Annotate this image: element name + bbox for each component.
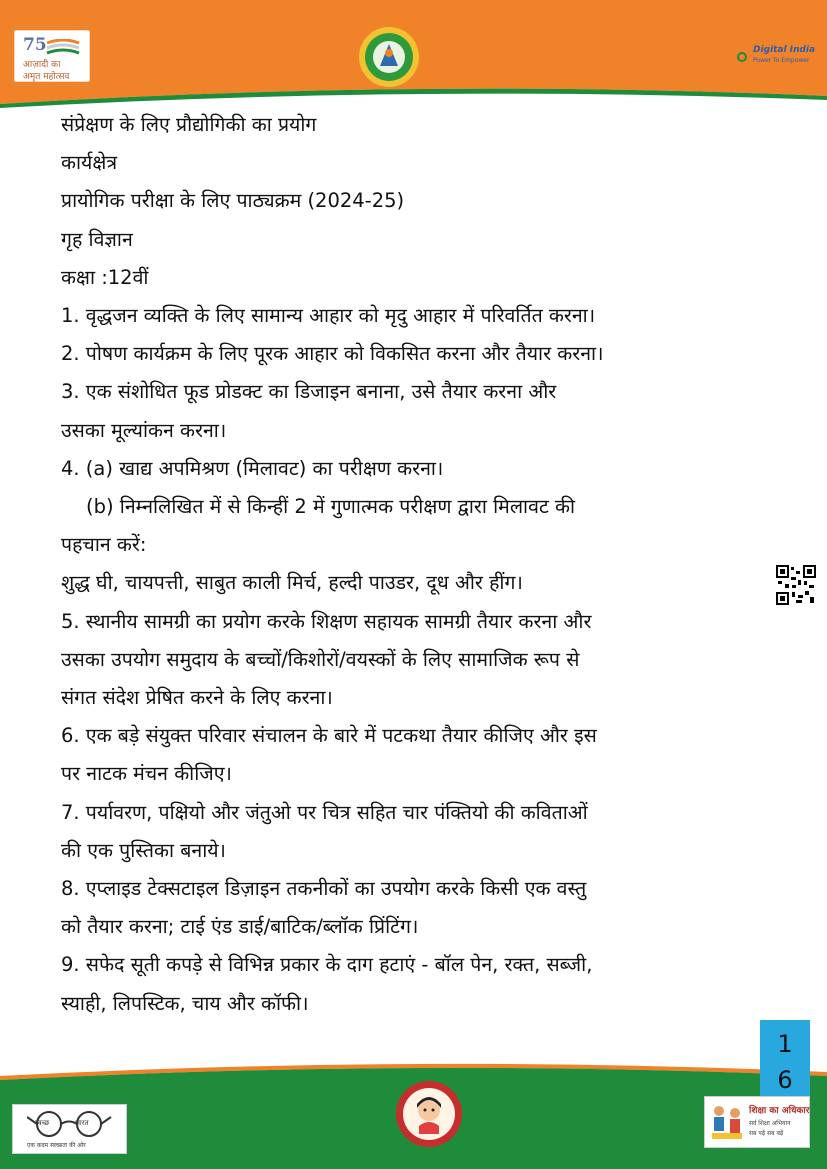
doc-item-4a: 4. (a) खाद्य अपमिश्रण (मिलावट) का परीक्षण करना। bbox=[61, 456, 444, 480]
doc-item-7-line2: की एक पुस्तिका बनाये। bbox=[61, 838, 226, 862]
doc-heading-area: कार्यक्षेत्र bbox=[61, 151, 118, 175]
digital-india-logo bbox=[733, 43, 816, 73]
doc-item-5-line1: 5. स्थानीय सामग्री का प्रयोग करके शिक्षण सहायक सामग्री तैयार करना और bbox=[61, 609, 592, 633]
doc-item-4b-line2: पहचान करें: bbox=[61, 533, 147, 557]
doc-heading-home-science: गृह विज्ञान bbox=[61, 227, 133, 251]
doc-item-5-line2: उसका उपयोग समुदाय के बच्चों/किशोरों/वयस्कों के लिए सामाजिक रूप से bbox=[61, 647, 580, 671]
doc-item-6-line2: पर नाटक मंचन कीजिए। bbox=[61, 762, 232, 786]
children-reading-icon bbox=[709, 1103, 745, 1143]
doc-item-1: 1. वृद्धजन व्यक्ति के लिए सामान्य आहार को मृदु आहार में परिवर्तित करना। bbox=[61, 304, 596, 328]
digital-india-line2: Power To Empower bbox=[753, 57, 810, 64]
shiksha-logo-line1: शिक्षा का अधिकार bbox=[749, 1106, 810, 1116]
doc-item-9-line1: 9. सफेद सूती कपड़े से विभिन्न प्रकार के दाग हटाएं - बॉल पेन, रक्त, सब्जी, bbox=[61, 953, 593, 977]
swachh-bharat-logo bbox=[12, 1104, 127, 1154]
doc-item-9-line2: स्याही, लिपस्टिक, चाय और कॉफी। bbox=[61, 991, 309, 1015]
azadi-logo-line2: अमृत महोत्सव bbox=[23, 72, 70, 82]
swachh-logo-right-word: भारत bbox=[75, 1119, 89, 1127]
tricolor-flag-icon bbox=[45, 39, 81, 55]
doc-item-3-line2: उसका मूल्यांकन करना। bbox=[61, 418, 227, 442]
doc-heading-syllabus: प्रायोगिक परीक्षा के लिए पाठ्यक्रम (2024-25) bbox=[61, 189, 405, 213]
shiksha-logo-line3: सब पढ़ें सब बढ़ें bbox=[749, 1130, 784, 1137]
swachh-logo-tagline: एक कदम स्वच्छता की ओर bbox=[27, 1142, 86, 1149]
doc-item-4b-line3: शुद्ध घी, चायपत्ती, साबुत काली मिर्च, हल्दी पाउडर, दूध और हींग। bbox=[61, 571, 523, 595]
doc-item-5-line3: संगत संदेश प्रेषित करने के लिए करना। bbox=[61, 686, 333, 710]
doc-item-8-line2: को तैयार करना; टाई एंड डाई/बाटिक/ब्लॉक प्रिंटिंग। bbox=[61, 915, 419, 939]
scert-seal-logo bbox=[358, 26, 420, 88]
qr-code-icon[interactable] bbox=[776, 565, 816, 605]
digital-india-mark-icon bbox=[733, 45, 751, 69]
shiksha-logo-line2: सर्व शिक्षा अभियान bbox=[749, 1120, 791, 1127]
doc-item-7-line1: 7. पर्यावरण, पक्षियो और जंतुओ पर चित्र सहित चार पंक्तियो की कविताओं bbox=[61, 800, 588, 824]
doc-item-3-line1: 3. एक संशोधित फूड प्रोडक्ट का डिजाइन बनाना, उसे तैयार करना और bbox=[61, 380, 557, 404]
doc-item-4b-line1: (b) निम्नलिखित में से किन्हीं 2 में गुणात्मक परीक्षण द्वारा मिलावट की bbox=[86, 495, 575, 519]
page-number-digit-2: 6 bbox=[777, 1066, 793, 1094]
shiksha-ka-adhikar-logo bbox=[704, 1096, 810, 1148]
doc-item-2: 2. पोषण कार्यक्रम के लिए पूरक आहार को विकसित करना और तैयार करना। bbox=[61, 342, 604, 366]
swachh-logo-left-word: स्वच्छ bbox=[35, 1119, 50, 1127]
azadi-logo-number: 75 bbox=[23, 35, 47, 55]
azadi-logo-line1: आज़ादी का bbox=[23, 60, 61, 70]
page-number-badge bbox=[760, 1020, 810, 1100]
digital-india-line1: Digital India bbox=[753, 45, 816, 55]
doc-heading-class: कक्षा :12वीं bbox=[61, 265, 149, 289]
beti-bachao-beti-padhao-logo bbox=[395, 1080, 463, 1148]
azadi-ka-amrit-mahotsav-logo bbox=[14, 30, 90, 82]
doc-item-6-line1: 6. एक बड़े संयुक्त परिवार संचालन के बारे में पटकथा तैयार कीजिए और इस bbox=[61, 724, 597, 748]
document-body bbox=[61, 106, 751, 1023]
doc-heading-subject: संप्रेक्षण के लिए प्रौद्योगिकी का प्रयोग bbox=[61, 113, 317, 136]
page-number-digit-1: 1 bbox=[777, 1030, 793, 1058]
doc-item-8-line1: 8. एप्लाइड टेक्सटाइल डिज़ाइन तकनीकों का उपयोग करके किसी एक वस्तु bbox=[61, 877, 587, 901]
